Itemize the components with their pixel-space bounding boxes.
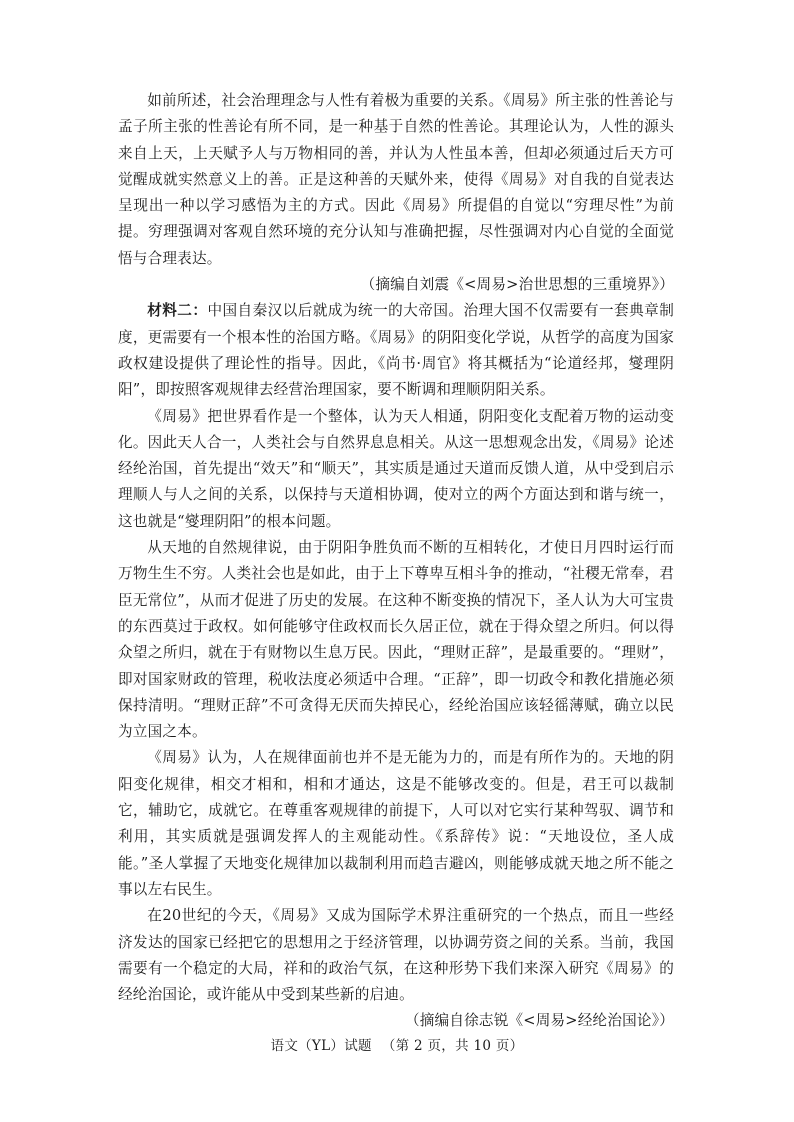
paragraph: 从天地的自然规律说，由于阴阳争胜负而不断的互相转化，才使日月四时运行而万物生生不穷。人类社会也是如此，由于上下尊卑互相斗争的推动，“社稷无常奉，君臣无常位”，从而才促进了历史的发展。在这种不断变换的情况下，圣人认为大可宝贵的东西莫过于政权。如何能够守住政权而长久居正位，就在于得众望之所归。何以得众望之所归，就在于有财物以生息万民。因此，“理财正辞”，是最重要的。“理财”，即对国家财政的管理，税收法度必须适中合理。“正辞”，即一切政令和教化措施必须保持清明。“理财正辞”不可贪得无厌而失掉民心，经纶治国应该轻徭薄赋，确立以民为立国之本。 xyxy=(118,539,674,741)
source-citation-1: （摘编自刘震《<周易>治世思想的三重境界》） xyxy=(360,276,674,294)
material-2-text: 中国自秦汉以后就成为统一的大帝国。治理大国不仅需要有一套典章制度，更需要有一个根本性的治国方略。《周易》的阴阳变化学说，从哲学的高度为国家政权建设提供了理论性的指导。因此，《尚书·周官》将其概括为“论道经邦，燮理阴阳”，即按照客观规律去经营治理国家，要不断调和理顺阴阳关系。 xyxy=(118,302,675,399)
paragraph: 如前所述，社会治理理念与人性有着极为重要的关系。《周易》所主张的性善论与孟子所主张的性善论有所不同，是一种基于自然的性善论。其理论认为，人性的源头来自上天，上天赋予人与万物相同的善，并认为人性虽本善，但却必须通过后天方可觉醒成就实然意义上的善。正是这种善的天赋外来，使得《周易》对自我的自觉表达呈现出一种以学习感悟为主的方式。因此《周易》所提倡的自觉以“穷理尽性”为前提。穷理强调对客观自然环境的充分认知与准确把握，尽性强调对内心自觉的全面觉悟与合理表达。 xyxy=(118,92,674,267)
source-citation-2: （摘编自徐志锐《<周易>经纶治国论》） xyxy=(404,1012,674,1030)
footer-subject: 语文（YL）试题 xyxy=(270,1038,372,1054)
material-2-paragraph xyxy=(118,298,674,403)
paragraph: 《周易》把世界看作是一个整体，认为天人相通，阴阳变化支配着万物的运动变化。因此天人合一，人类社会与自然界息息相关。从这一思想观念出发，《周易》论述经纶治国，首先提出“效天”和“顺天”，其实质是通过天道而反馈人道，从中受到启示理顺人与人之间的关系，以保持与天道相协调，使对立的两个方面达到和谐与统一，这也就是“燮理阴阳”的根本问题。 xyxy=(118,407,674,530)
paragraph: 在20世纪的今天，《周易》又成为国际学术界注重研究的一个热点，而且一些经济发达的国家已经把它的思想用之于经济管理，以协调劳资之间的关系。当前，我国需要有一个稳定的大局，祥和的政治气氛，在这种形势下我们来深入研究《周易》的经纶治国论，或许能从中受到某些新的启迪。 xyxy=(118,907,674,1004)
footer-page-info: （第 2 页，共 10 页） xyxy=(381,1038,524,1054)
paragraph: 《周易》认为，人在规律面前也并不是无能为力的，而是有所作为的。天地的阴阳变化规律，相交才相和，相和才通达，这是不能够改变的。但是，君王可以裁制它，辅助它，成就它。在尊重客观规律的前提下，人可以对它实行某种驾驭、调节和利用，其实质就是强调发挥人的主观能动性。《系辞传》说：“天地设位，圣人成能。”圣人掌握了天地变化规律加以裁制利用而趋吉避凶，则能够成就天地之所不能之事以左右民生。 xyxy=(118,749,674,898)
page-footer xyxy=(0,1036,794,1056)
document-body xyxy=(118,88,674,1035)
material-2-label: 材料二： xyxy=(147,302,208,320)
